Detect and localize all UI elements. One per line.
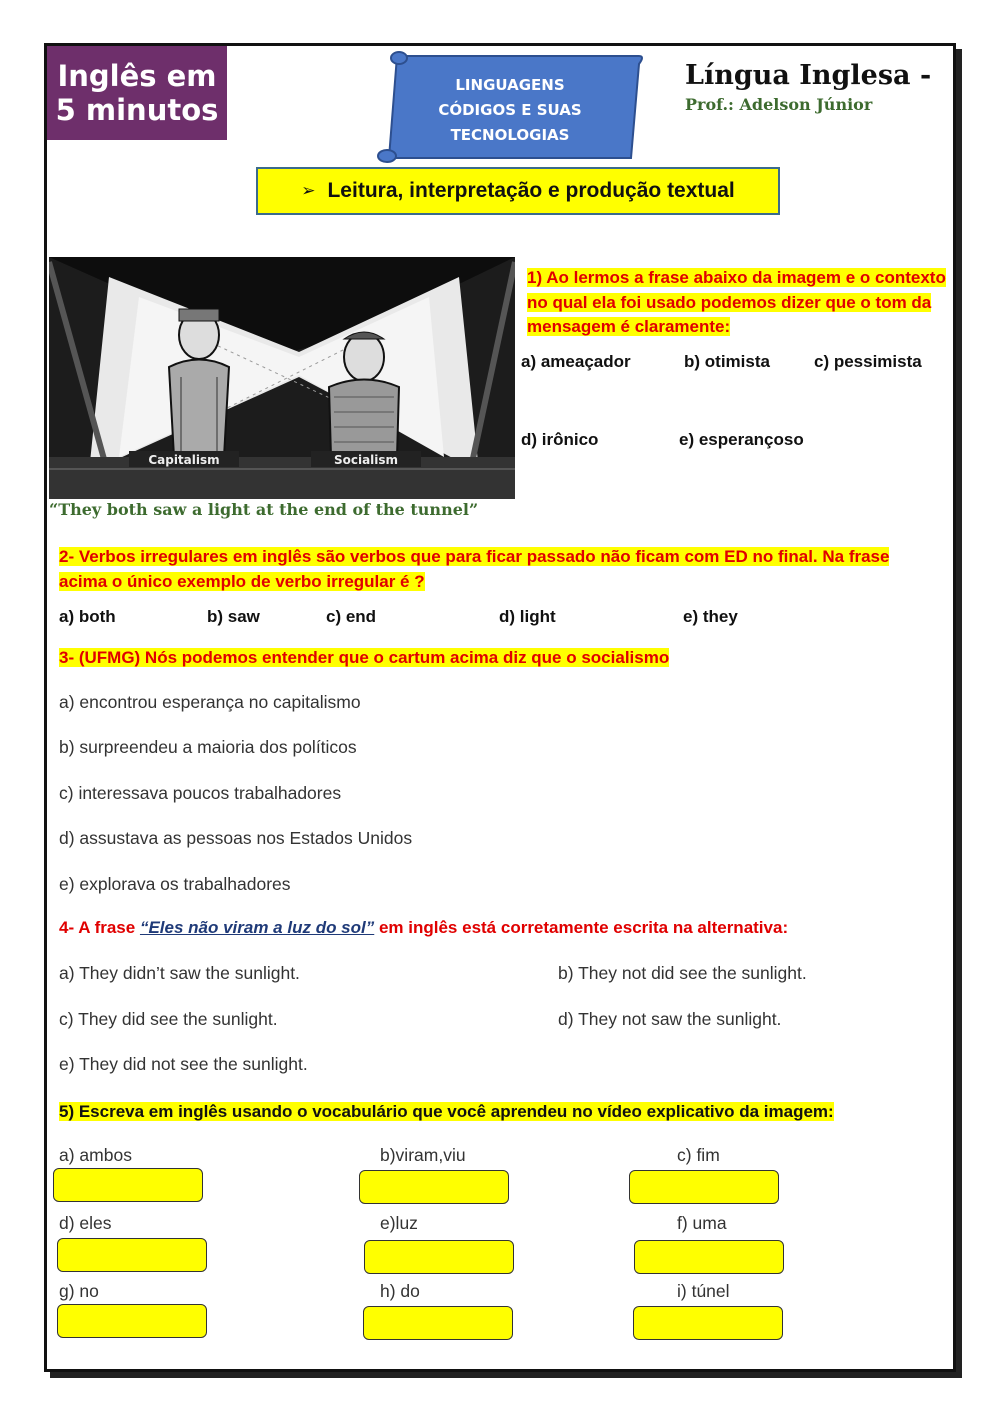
q3-question-text: 3- (UFMG) Nós podemos entender que o cartum acima diz que o socialismo bbox=[59, 648, 670, 667]
q5-label-b: b)viram,viu bbox=[380, 1145, 466, 1165]
cartoon-image bbox=[49, 257, 515, 499]
q5-question-text: 5) Escreva em inglês usando o vocabulário que você aprendeu no vídeo explicativo da imagem: bbox=[59, 1102, 834, 1121]
q3-option-c[interactable]: c) interessava poucos trabalhadores bbox=[59, 783, 342, 803]
q5-answer-box-i[interactable] bbox=[633, 1306, 783, 1340]
q3-option-b[interactable]: b) surpreendeu a maioria dos políticos bbox=[59, 737, 357, 757]
q3-question bbox=[59, 645, 669, 670]
worksheet-page bbox=[44, 43, 956, 1372]
q5-label-c: c) fim bbox=[677, 1145, 720, 1165]
q2-option-b[interactable]: b) saw bbox=[207, 607, 260, 626]
q5-answer-box-f[interactable] bbox=[634, 1240, 784, 1274]
q1-question bbox=[527, 266, 947, 340]
q1-option-c[interactable]: c) pessimista bbox=[814, 352, 922, 371]
banner-line-1: LINGUAGENS bbox=[455, 76, 565, 94]
q4-quote: “Eles não viram a luz do sol” bbox=[139, 918, 375, 937]
banner-line-2: CÓDIGOS E SUAS bbox=[438, 101, 582, 119]
q5-question bbox=[59, 1099, 834, 1124]
arrow-bullet-icon: ➢ bbox=[301, 181, 316, 200]
q2-question-text: 2- Verbos irregulares em inglês são verbos que para ficar passado não ficam com ED no final. Na frase acima o único exemplo de verbo irregular é ? bbox=[59, 547, 890, 591]
q2-option-a[interactable]: a) both bbox=[59, 607, 116, 626]
q4-suffix: em inglês está corretamente escrita na alternativa: bbox=[374, 918, 789, 937]
q5-label-e: e)luz bbox=[380, 1213, 418, 1233]
q2-option-d[interactable]: d) light bbox=[499, 607, 556, 626]
q4-option-b[interactable]: b) They not did see the sunlight. bbox=[558, 963, 807, 983]
q5-answer-box-a[interactable] bbox=[53, 1168, 203, 1202]
q5-answer-box-d[interactable] bbox=[57, 1238, 207, 1272]
q4-option-e[interactable]: e) They did not see the sunlight. bbox=[59, 1054, 308, 1074]
banner-line-3: TECNOLOGIAS bbox=[450, 126, 570, 144]
cartoon-caption: “They both saw a light at the end of the tunnel” bbox=[49, 500, 479, 519]
page-title: Língua Inglesa - bbox=[685, 60, 932, 91]
q1-question-text: 1) Ao lermos a frase abaixo da imagem e o contexto no qual ela foi usado podemos dizer que o tom da mensagem é claramente: bbox=[527, 268, 946, 336]
q1-option-b[interactable]: b) otimista bbox=[684, 352, 770, 371]
q5-answer-box-g[interactable] bbox=[57, 1304, 207, 1338]
q5-answer-box-b[interactable] bbox=[359, 1170, 509, 1204]
q5-label-i: i) túnel bbox=[677, 1281, 730, 1301]
q1-option-d[interactable]: d) irônico bbox=[521, 430, 599, 449]
q4-option-d[interactable]: d) They not saw the sunlight. bbox=[558, 1009, 782, 1029]
subject-box bbox=[256, 167, 780, 215]
q5-label-g: g) no bbox=[59, 1281, 99, 1301]
q4-question bbox=[59, 918, 788, 938]
teacher-name: Prof.: Adelson Júnior bbox=[685, 95, 873, 114]
label-socialism: Socialism bbox=[333, 453, 399, 467]
q2-question bbox=[59, 544, 939, 594]
q5-label-a: a) ambos bbox=[59, 1145, 132, 1165]
q5-label-h: h) do bbox=[380, 1281, 420, 1301]
q2-option-e[interactable]: e) they bbox=[683, 607, 738, 626]
q5-answer-box-h[interactable] bbox=[363, 1306, 513, 1340]
socialist-body bbox=[329, 380, 399, 458]
q1-option-a[interactable]: a) ameaçador bbox=[521, 352, 631, 371]
subject-text: Leitura, interpretação e produção textual bbox=[327, 179, 735, 202]
q4-option-a[interactable]: a) They didn’t saw the sunlight. bbox=[59, 963, 300, 983]
q2-option-c[interactable]: c) end bbox=[326, 607, 377, 626]
q3-option-e[interactable]: e) explorava os trabalhadores bbox=[59, 874, 291, 894]
area-banner bbox=[377, 48, 647, 166]
q3-option-d[interactable]: d) assustava as pessoas nos Estados Unidos bbox=[59, 828, 413, 848]
q1-option-e[interactable]: e) esperançoso bbox=[679, 430, 804, 449]
label-capitalism: Capitalism bbox=[148, 453, 220, 467]
q4-option-c[interactable]: c) They did see the sunlight. bbox=[59, 1009, 278, 1029]
brand-text: Inglês em 5 minutos bbox=[55, 59, 219, 127]
q3-option-a[interactable]: a) encontrou esperança no capitalismo bbox=[59, 692, 361, 712]
q5-label-d: d) eles bbox=[59, 1213, 112, 1233]
q5-answer-box-e[interactable] bbox=[364, 1240, 514, 1274]
capitalist-body bbox=[169, 360, 229, 458]
socialist-head bbox=[344, 333, 384, 381]
q5-answer-box-c[interactable] bbox=[629, 1170, 779, 1204]
q5-label-f: f) uma bbox=[677, 1213, 727, 1233]
q4-prefix: 4- A frase bbox=[59, 918, 140, 937]
brand-logo bbox=[47, 46, 227, 140]
scroll-banner-icon bbox=[377, 48, 647, 166]
